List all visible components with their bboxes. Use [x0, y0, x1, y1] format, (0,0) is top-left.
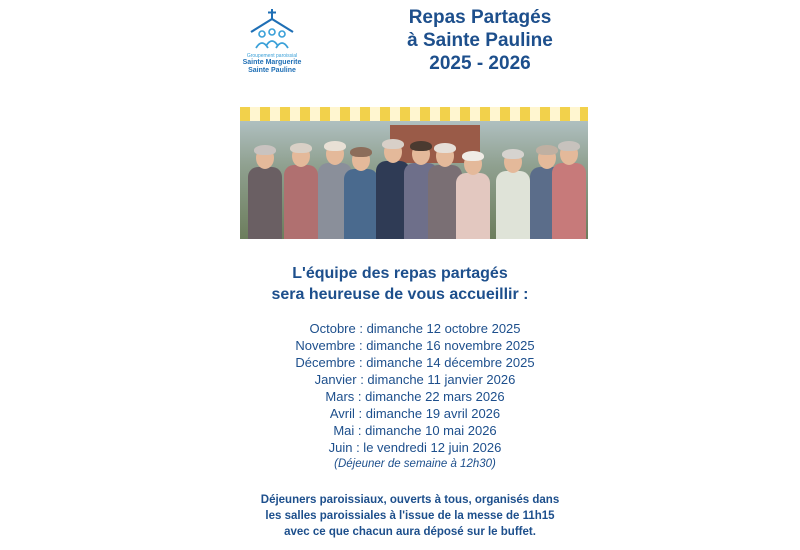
date-item: Mai : dimanche 10 mai 2026 [333, 423, 497, 438]
date-item: Décembre : dimanche 14 décembre 2025 [295, 355, 535, 370]
parish-logo [236, 8, 308, 74]
subtitle [200, 263, 600, 305]
title-line3: 2025 - 2026 [429, 53, 531, 74]
footer-line2: les salles paroissiales à l'issue de la messe de 11h15 [265, 510, 555, 522]
title-line2: à Sainte Pauline [407, 30, 553, 51]
footer-line1: Déjeuners paroissiaux, ouverts à tous, organisés dans [260, 494, 560, 506]
awning [240, 107, 588, 121]
page-title [360, 6, 600, 75]
logo-caption: Groupement paroissial [246, 53, 298, 59]
footer-line3: avec ce que chacun aura déposé sur le buffet. [284, 526, 536, 538]
date-item: Juin : le vendredi 12 juin 2026 [328, 440, 502, 455]
title-line1: Repas Partagés [408, 7, 552, 28]
date-item: Janvier : dimanche 11 janvier 2026 [314, 372, 516, 387]
subtitle-line2: sera heureuse de vous accueillir : [271, 286, 529, 303]
date-item: Octobre : dimanche 12 octobre 2025 [309, 321, 521, 336]
date-item: Novembre : dimanche 16 novembre 2025 [295, 338, 535, 353]
subtitle-line1: L'équipe des repas partagés [292, 265, 508, 282]
group-photo [240, 107, 588, 239]
logo-name-line2: Sainte Pauline [248, 67, 296, 74]
dates-list [200, 320, 630, 473]
weekday-note: (Déjeuner de semaine à 12h30) [334, 458, 496, 470]
date-item: Avril : dimanche 19 avril 2026 [329, 406, 501, 421]
logo-name-line1: Sainte Marguerite [242, 59, 302, 66]
date-item: Mars : dimanche 22 mars 2026 [325, 389, 505, 404]
church-logo-icon [245, 8, 299, 52]
footer-text [200, 492, 620, 540]
